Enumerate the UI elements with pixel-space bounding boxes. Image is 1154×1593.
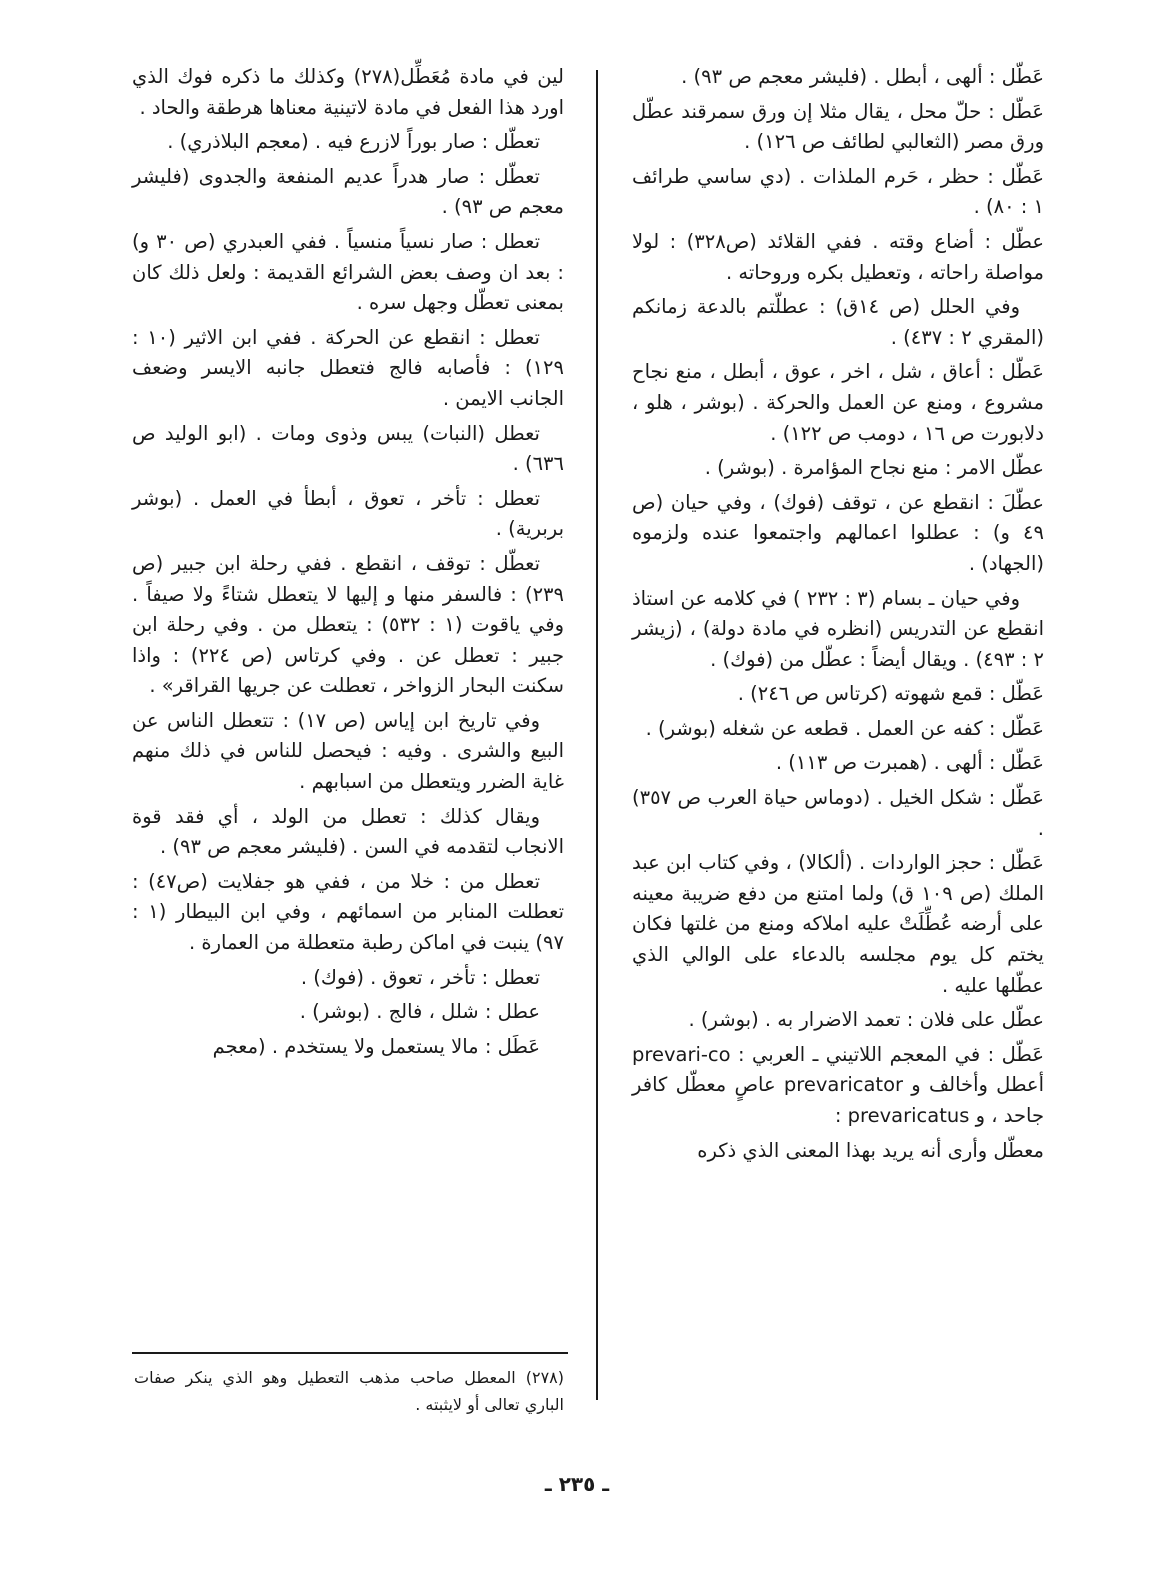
entry-paragraph: وفي حيان ـ بسام (٣ : ٢٣٢ ) في كلامه عن استاذ انقطع عن التدريس (انظره في مادة دولة) ، (زيشر ٢ : ٤٩٣) . ويقال أيضاً : عطّل من (فوك) . <box>632 586 1044 671</box>
entry-paragraph: عَطّل : قمع شهوته (كرتاس ص ٢٤٦) . <box>737 682 1044 706</box>
entry-paragraph: عَطّل : أعاق ، شل ، اخر ، عوق ، أبطل ، منع نجاح مشروع ، ومنع عن العمل والحركة . (بوشر ، هلو ، دلابورت ص ١٦ ، دومب ص ١٢٢) . <box>632 360 1044 445</box>
entry-paragraph: تعطل : تأخر ، تعوق . (فوك) . <box>300 965 540 989</box>
entry-paragraph: عطّلَ : انقطع عن ، توقف (فوك) ، وفي حيان (ص ٤٩ و) : عطلوا اعمالهم واجتمعوا عنده ولزموه (الجهاد) . <box>632 490 1044 575</box>
page-number: ـ ٢٣٥ ـ <box>544 1472 610 1496</box>
entry-paragraph: عَطّل : حظر ، حَرم الملذات . (دي ساسي طرائف ١ : ٨٠) . <box>632 164 1044 219</box>
entry-paragraph: عَطّل : شكل الخيل . (دوماس حياة العرب ص ٣٥٧) . <box>632 786 1044 840</box>
left-column <box>132 62 564 1066</box>
entry-paragraph: ويقال كذلك : تعطل من الولد ، أي فقد قوة الانجاب لتقدمه في السن . (فليشر معجم ص ٩٣) . <box>132 804 564 859</box>
entry-paragraph: وفي الحلل (ص ١٤ق) : عطلّتم بالدعة زمانكم (المقري ٢ : ٤٣٧) . <box>632 295 1044 349</box>
entry-paragraph: عَطّل : كفه عن العمل . قطعه عن شغله (بوشر) . <box>645 716 1044 740</box>
entry-paragraph: وفي تاريخ ابن إياس (ص ١٧) : تتعطل الناس عن البيع والشرى . وفيه : فيحصل للناس في ذلك منهم غاية الضرر ويتعطل من اسبابهم . <box>132 708 564 794</box>
footnote: (٢٧٨) المعطل صاحب مذهب التعطيل وهو الذي ينكر صفات الباري تعالى أو لايثبته . <box>134 1368 564 1414</box>
entry-paragraph: عَطّل : في المعجم اللاتيني ـ العربي : prevari-co أعطل وأخالف و prevaricator عاصٍ معطّل كافر جاحد ، و prevaricatus : <box>632 1042 1044 1127</box>
entry-paragraph: عَطَل : مالا يستعمل ولا يستخدم . (معجم <box>212 1034 540 1058</box>
right-column <box>632 62 1044 1170</box>
entry-paragraph: تعطل : تأخر ، تعوق ، أبطأ في العمل . (بوشر بربرية) . <box>132 486 564 541</box>
entry-paragraph: تعطل : انقطع عن الحركة . ففي ابن الاثير (١٠ : ١٢٩) : فأصابه فالج فتعطل جانبه الايسر وضعف الجانب الايمن . <box>132 325 564 410</box>
entry-paragraph: تعطل (النبات) يبس وذوى ومات . (ابو الوليد ص ٦٣٦) . <box>132 421 564 476</box>
footnote-rule <box>132 1352 568 1354</box>
entry-paragraph: تعطّل : توقف ، انقطع . ففي رحلة ابن جبير (ص ٢٣٩) : فالسفر منها و إليها لا يتعطل شتاءً ولا صيفاً . وفي ياقوت (١ : ٥٣٢) : يتعطل من . وفي رحلة ابن جبير : تعطل عن . وفي كرتاس (ص ٢٢٤) : واذا سكنت البحار الزواخر ، تعطلت عن جريها القراقر» . <box>132 551 565 698</box>
entry-paragraph: تعطل : صار نسياً منسياً . ففي العبدري (ص ٣٠ و) : بعد ان وصف بعض الشرائع القديمة : ولعل ذلك كان بمعنى تعطّل وجهل سره . <box>132 229 564 315</box>
entry-paragraph: عَطّل : ألهى ، أبطل . (فليشر معجم ص ٩٣) . <box>681 65 1044 88</box>
entry-paragraph: تعطّل : صار هدراً عديم المنفعة والجدوى (فليشر معجم ص ٩٣) . <box>132 164 564 219</box>
entry-paragraph: عَطّل : حلّ محل ، يقال مثلا إن ورق سمرقند عطّل ورق مصر (الثعالبي لطائف ص ١٢٦) . <box>632 99 1044 154</box>
column-divider <box>596 70 598 1400</box>
entry-paragraph: عطّل الامر : منع نجاح المؤامرة . (بوشر) . <box>704 456 1044 480</box>
entry-paragraph: عَطّل : حجز الواردات . (ألكالا) ، وفي كتاب ابن عبد الملك (ص ١٠٩ ق) ولما امتنع من دفع ضريبة معينه على أرضه عُطِّلَتْ عليه املاكه ومنع من غلتها فكان يختم كل يوم مجلسه بالدعاء على الوالي الذي عطّلها عليه . <box>632 851 1044 997</box>
entry-paragraph: عطّل : أضاع وقته . ففي القلائد (ص٣٢٨) : لولا مواصلة راحاته ، وتعطيل بكره وروحاته . <box>632 229 1044 284</box>
entry-paragraph: معطّل وأرى أنه يريد بهذا المعنى الذي ذكره <box>697 1138 1044 1162</box>
entry-paragraph: عَطّل : ألهى . (همبرت ص ١١٣) . <box>775 751 1044 775</box>
entry-paragraph: عطل : شلل ، فالج . (بوشر) . <box>299 1000 540 1024</box>
entry-paragraph: لين في مادة مُعَطِّل(٢٧٨) وكذلك ما ذكره فوك الذي اورد هذا الفعل في مادة لاتينية معناها هرطقة والحاد . <box>132 65 564 119</box>
entry-paragraph: تعطّل : صار بوراً لازرع فيه . (معجم البلاذري) . <box>167 130 540 154</box>
entry-paragraph: تعطل من : خلا من ، ففي هو جفلايت (ص٤٧) : تعطلت المنابر من اسمائهم ، وفي ابن البيطار (١ : ٩٧) ينبت في اماكن رطبة متعطلة من العمارة . <box>132 869 564 955</box>
entry-paragraph: عطّل على فلان : تعمد الاضرار به . (بوشر) . <box>688 1008 1044 1032</box>
